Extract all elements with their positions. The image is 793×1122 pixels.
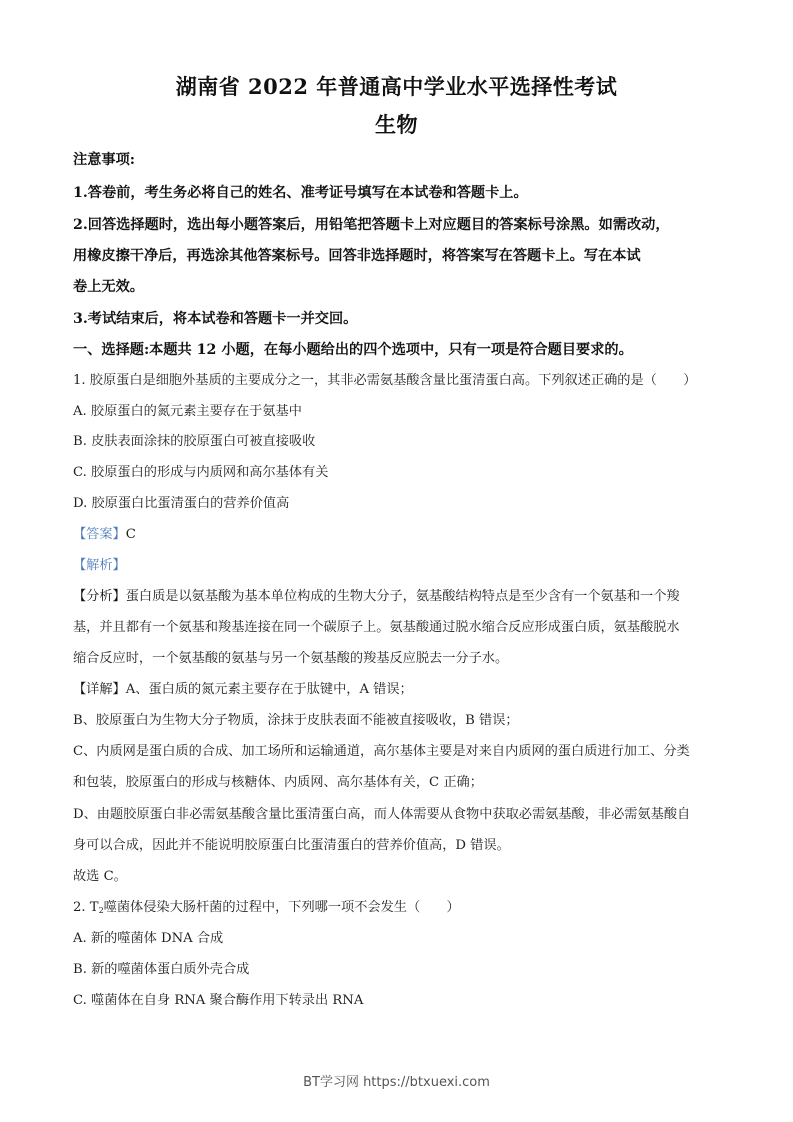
xiangjie-line-5: D、由题胶原蛋白非必需氨基酸含量比蛋清蛋白高，而人体需要从食物中获取必需氨基酸，非必需氨基酸自 [73, 807, 691, 822]
notice-item-1: 1.答卷前，考生务必将自己的姓名、准考证号填写在本试卷和答题卡上。 [73, 185, 528, 201]
question-2-subscript: 2 [98, 906, 104, 915]
xiangjie-line-2: B、胶原蛋白为生物大分子物质，涂抹于皮肤表面不能被直接吸收，B 错误； [73, 713, 519, 728]
analysis-line [73, 556, 733, 576]
question-1-conclusion: 故选 C。 [73, 869, 127, 884]
fenxi-line-1 [73, 587, 733, 607]
question-2-option-b: B. 新的噬菌体蛋白质外壳合成 [73, 962, 250, 977]
question-1-option-b: B. 皮肤表面涂抹的胶原蛋白可被直接吸收 [73, 434, 316, 449]
question-2-option-a: A. 新的噬菌体 DNA 合成 [73, 931, 224, 946]
xiangjie-line-4: 和包装，胶原蛋白的形成与核糖体、内质网、高尔基体有关，C 正确； [73, 775, 483, 790]
fenxi-line-2: 基，并且都有一个氨基和羧基连接在同一个碳原子上。氨基酸通过脱水缩合反应形成蛋白质，氨基酸脱水 [73, 620, 680, 635]
fenxi-line-3: 缩合反应时，一个氨基酸的氨基与另一个氨基酸的羧基反应脱去一分子水。 [73, 651, 509, 666]
question-1-option-a: A. 胶原蛋白的氮元素主要存在于氨基中 [73, 404, 302, 419]
question-1-option-d: D. 胶原蛋白比蛋清蛋白的营养价值高 [73, 496, 290, 511]
xiangjie-tag: 【详解】 [73, 682, 126, 697]
exam-subject: 生物 [375, 112, 418, 137]
notice-item-2: 2.回答选择题时，选出每小题答案后，用铅笔把答题卡上对应题目的答案标号涂黑。如需改动， [73, 217, 670, 233]
analysis-tag: 【解析】 [73, 558, 126, 573]
xiangjie-line-1 [73, 680, 733, 700]
answer-tag: 【答案】 [73, 527, 126, 542]
notice-item-2-cont: 用橡皮擦干净后，再选涂其他答案标号。回答非选择题时，将答案写在答题卡上。写在本试 [73, 248, 641, 264]
footer-watermark: BT学习网 https://btxuexi.com [303, 1075, 490, 1090]
question-2-stem-text: 噬菌体侵染大肠杆菌的过程中，下列哪一项不会发生（ ） [103, 900, 460, 915]
notice-item-2-end: 卷上无效。 [73, 279, 144, 295]
question-2-option-c: C. 噬菌体在自身 RNA 聚合酶作用下转录出 RNA [73, 993, 364, 1008]
section-heading: 一、选择题:本题共 12 小题，在每小题给出的四个选项中，只有一项是符合题目要求的。 [73, 342, 633, 358]
question-2-stem [73, 898, 733, 921]
exam-title: 湖南省 2022 年普通高中学业水平选择性考试 [175, 74, 618, 99]
notice-heading: 注意事项: [73, 152, 135, 168]
question-1-option-c: C. 胶原蛋白的形成与内质网和高尔基体有关 [73, 465, 329, 480]
fenxi-text-1: 蛋白质是以氨基酸为基本单位构成的生物大分子，氨基酸结构特点是至少含有一个氨基和一个羧 [125, 589, 680, 604]
xiangjie-line-3: C、内质网是蛋白质的合成、加工场所和运输通道，高尔基体主要是对来自内质网的蛋白质进行加工、分类 [73, 744, 690, 759]
notice-item-3: 3.考试结束后，将本试卷和答题卡一并交回。 [73, 311, 358, 327]
xiangjie-text-1: A、蛋白质的氮元素主要存在于肽键中，A 错误； [125, 682, 413, 697]
question-2-number: 2. T [73, 900, 99, 915]
question-1-stem: 1. 胶原蛋白是细胞外基质的主要成分之一，其非必需氨基酸含量比蛋清蛋白高。下列叙述正确的是（ ） [73, 373, 697, 388]
xiangjie-line-6: 身可以合成，因此并不能说明胶原蛋白比蛋清蛋白的营养价值高，D 错误。 [73, 838, 510, 853]
answer-line [73, 525, 733, 545]
answer-value: C [125, 527, 136, 542]
fenxi-tag: 【分析】 [73, 589, 126, 604]
